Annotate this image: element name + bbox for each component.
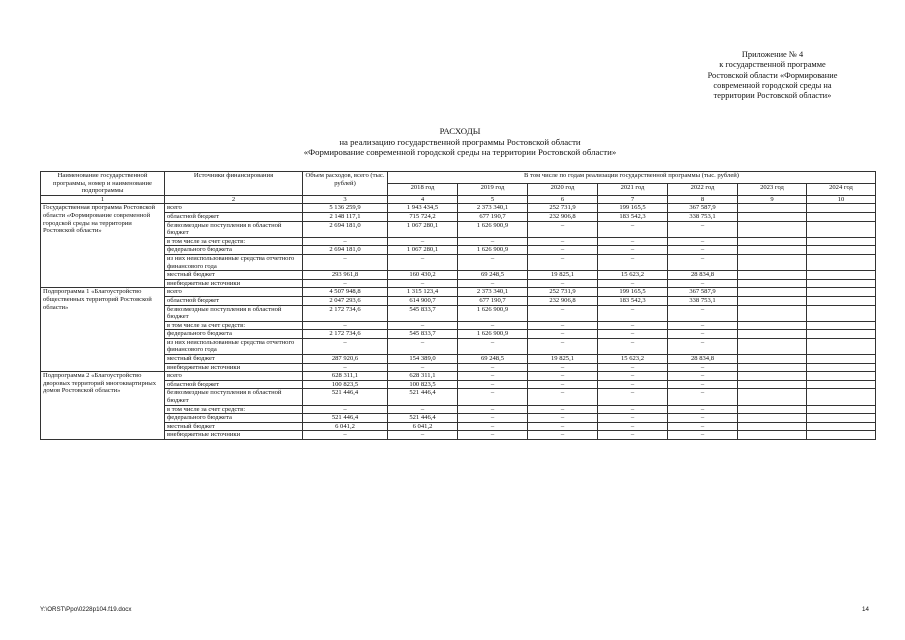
year-cell: 252 731,9 (528, 288, 598, 297)
year-cell (738, 414, 807, 423)
table-row (41, 389, 876, 405)
year-cell (738, 355, 807, 364)
year-cell (807, 271, 876, 280)
appendix-line: Ростовской области «Формирование (707, 70, 838, 80)
year-cell (807, 305, 876, 321)
year-cell: – (598, 380, 668, 389)
table-row (41, 212, 876, 221)
table-row (41, 380, 876, 389)
year-cell (738, 321, 807, 330)
year-cell: – (458, 372, 528, 381)
total-cell: – (303, 338, 388, 354)
table-row (41, 372, 876, 381)
year-cell: 628 311,1 (388, 372, 458, 381)
funding-source: всего (165, 372, 303, 381)
year-cell: – (598, 279, 668, 288)
year-cell: 160 430,2 (388, 271, 458, 280)
year-cell: – (528, 405, 598, 414)
header-year: 2023 год (738, 183, 807, 195)
header-source: Источники финансирования (165, 172, 303, 196)
total-cell: 293 961,8 (303, 271, 388, 280)
year-cell (807, 254, 876, 270)
table-row (41, 338, 876, 354)
year-cell (738, 212, 807, 221)
funding-source: в том числе за счет средств: (165, 237, 303, 246)
year-cell: – (458, 405, 528, 414)
table-row (41, 237, 876, 246)
file-path: Y:\ORST\Ppo\0228p104.f19.docx (40, 606, 132, 613)
year-cell: – (528, 414, 598, 423)
year-cell: 1 067 280,1 (388, 246, 458, 255)
year-cell: – (458, 380, 528, 389)
funding-source: федерального бюджета (165, 246, 303, 255)
total-cell: 521 446,4 (303, 414, 388, 423)
total-cell: 628 311,1 (303, 372, 388, 381)
total-cell: 2 172 734,6 (303, 305, 388, 321)
year-cell: – (458, 237, 528, 246)
funding-source: областной бюджет (165, 212, 303, 221)
table-row (41, 254, 876, 270)
column-number: 10 (807, 195, 876, 204)
year-cell (738, 296, 807, 305)
year-cell: – (528, 246, 598, 255)
year-cell: – (668, 254, 738, 270)
table-row (41, 246, 876, 255)
column-number: 2 (165, 195, 303, 204)
column-number: 6 (528, 195, 598, 204)
year-cell: – (668, 221, 738, 237)
year-cell (738, 246, 807, 255)
funding-source: федерального бюджета (165, 330, 303, 339)
year-cell (738, 204, 807, 213)
year-cell (738, 305, 807, 321)
year-cell: 15 623,2 (598, 271, 668, 280)
year-cell: – (668, 279, 738, 288)
year-cell (807, 330, 876, 339)
total-cell: 2 694 181,0 (303, 221, 388, 237)
appendix-line: современной городской среды на (713, 80, 832, 90)
total-cell: 521 446,4 (303, 389, 388, 405)
year-cell: – (528, 237, 598, 246)
year-cell: 1 315 123,4 (388, 288, 458, 297)
appendix-line: к государственной программе (719, 60, 826, 70)
year-cell: – (528, 422, 598, 431)
funding-source: в том числе за счет средств: (165, 321, 303, 330)
table-row (41, 431, 876, 440)
table-body (41, 204, 876, 440)
year-cell: – (668, 405, 738, 414)
funding-source: внебюджетные источники (165, 279, 303, 288)
total-cell: – (303, 321, 388, 330)
funding-source: местный бюджет (165, 422, 303, 431)
year-cell: 677 190,7 (458, 212, 528, 221)
year-cell: – (388, 237, 458, 246)
year-cell (807, 204, 876, 213)
year-cell: 183 542,3 (598, 212, 668, 221)
funding-source: местный бюджет (165, 355, 303, 364)
year-cell: 199 165,5 (598, 204, 668, 213)
year-cell: 28 834,8 (668, 271, 738, 280)
funding-source: безвозмездные поступления в областной бюджет (165, 221, 303, 237)
year-cell: 69 248,5 (458, 271, 528, 280)
year-cell: – (598, 321, 668, 330)
header-by-year: В том числе по годам реализации государственной программы (тыс. рублей) (388, 172, 876, 184)
year-cell: – (528, 338, 598, 354)
year-cell: – (668, 380, 738, 389)
title-line: РАСХОДЫ (439, 126, 481, 136)
year-cell: 1 626 900,9 (458, 305, 528, 321)
appendix-note (640, 50, 905, 101)
year-cell: – (388, 338, 458, 354)
year-cell: 1 626 900,9 (458, 330, 528, 339)
funding-source: областной бюджет (165, 296, 303, 305)
year-cell (738, 372, 807, 381)
year-cell (807, 221, 876, 237)
year-cell: – (458, 321, 528, 330)
title-line: «Формирование современной городской среды на территории Ростовской области» (303, 147, 617, 157)
year-cell: 100 823,5 (388, 380, 458, 389)
year-cell: – (528, 279, 598, 288)
year-cell: – (598, 237, 668, 246)
year-cell (807, 414, 876, 423)
year-cell: – (598, 389, 668, 405)
year-cell: 1 943 434,5 (388, 204, 458, 213)
table-row (41, 271, 876, 280)
year-cell: 367 587,9 (668, 204, 738, 213)
year-cell: – (458, 279, 528, 288)
year-cell (807, 338, 876, 354)
table-row (41, 221, 876, 237)
year-cell: – (528, 321, 598, 330)
title-line: на реализацию государственной программы Ростовской области (339, 136, 581, 147)
header-year: 2018 год (388, 183, 458, 195)
header-name: Наименование государственной программы, номер и наименование подпрограммы (41, 172, 165, 196)
year-cell: 19 825,1 (528, 271, 598, 280)
year-cell: – (388, 321, 458, 330)
year-cell (738, 431, 807, 440)
year-cell: – (388, 363, 458, 372)
funding-source: федерального бюджета (165, 414, 303, 423)
year-cell (807, 422, 876, 431)
year-cell (738, 422, 807, 431)
funding-source: областной бюджет (165, 380, 303, 389)
column-number: 8 (668, 195, 738, 204)
year-cell: – (458, 389, 528, 405)
year-cell: 69 248,5 (458, 355, 528, 364)
table-row (41, 204, 876, 213)
table-row (41, 279, 876, 288)
year-cell: – (668, 246, 738, 255)
funding-source: в том числе за счет средств: (165, 405, 303, 414)
year-cell: 1 626 900,9 (458, 246, 528, 255)
year-cell: – (668, 431, 738, 440)
year-cell: 232 906,8 (528, 296, 598, 305)
year-cell: – (598, 246, 668, 255)
total-cell: 2 148 117,1 (303, 212, 388, 221)
funding-source: всего (165, 288, 303, 297)
year-cell (738, 221, 807, 237)
table-row (41, 330, 876, 339)
year-cell (807, 431, 876, 440)
total-cell: 5 136 259,9 (303, 204, 388, 213)
year-cell: 1 626 900,9 (458, 221, 528, 237)
year-cell (807, 363, 876, 372)
total-cell: – (303, 254, 388, 270)
table-row (41, 355, 876, 364)
year-cell: 28 834,8 (668, 355, 738, 364)
year-cell (807, 237, 876, 246)
column-number: 4 (388, 195, 458, 204)
column-number: 3 (303, 195, 388, 204)
table-row (41, 422, 876, 431)
funding-source: внебюджетные источники (165, 431, 303, 440)
year-cell: – (598, 330, 668, 339)
header-year: 2019 год (458, 183, 528, 195)
year-cell: 199 165,5 (598, 288, 668, 297)
total-cell: 100 823,5 (303, 380, 388, 389)
year-cell: – (528, 305, 598, 321)
year-cell (738, 288, 807, 297)
year-cell (807, 321, 876, 330)
total-cell: 2 694 181,0 (303, 246, 388, 255)
year-cell: 715 724,2 (388, 212, 458, 221)
year-cell: – (598, 363, 668, 372)
year-cell: – (668, 237, 738, 246)
table-row (41, 405, 876, 414)
header-total: Объем расходов, всего (тыс. рублей) (303, 172, 388, 196)
total-cell: – (303, 431, 388, 440)
year-cell: 6 041,2 (388, 422, 458, 431)
year-cell: – (598, 431, 668, 440)
year-cell: – (598, 422, 668, 431)
table-row (41, 321, 876, 330)
funding-source: внебюджетные источники (165, 363, 303, 372)
year-cell (738, 279, 807, 288)
header-year: 2022 год (668, 183, 738, 195)
year-cell: 338 753,1 (668, 212, 738, 221)
expenses-table (40, 171, 876, 440)
year-cell (738, 254, 807, 270)
table-row (41, 296, 876, 305)
year-cell: 2 373 340,1 (458, 204, 528, 213)
year-cell (738, 271, 807, 280)
table-row (41, 363, 876, 372)
year-cell: 521 446,4 (388, 414, 458, 423)
year-cell (738, 389, 807, 405)
appendix-line: Приложение № 4 (741, 50, 804, 59)
year-cell: – (388, 405, 458, 414)
year-cell: – (528, 389, 598, 405)
year-cell: 19 825,1 (528, 355, 598, 364)
year-cell (807, 288, 876, 297)
page-number: 14 (862, 606, 869, 613)
program-name: Подпрограмма 1 «Благоустройство общественных территорий Ростовской области» (41, 288, 165, 372)
year-cell: – (668, 422, 738, 431)
year-cell: – (598, 305, 668, 321)
year-cell: 367 587,9 (668, 288, 738, 297)
year-cell (807, 405, 876, 414)
year-cell: – (528, 380, 598, 389)
year-cell: – (668, 363, 738, 372)
funding-source: из них неиспользованные средства отчетного финансового года (165, 338, 303, 354)
year-cell (738, 330, 807, 339)
year-cell (738, 363, 807, 372)
year-cell (807, 246, 876, 255)
year-cell (807, 279, 876, 288)
column-number-row (41, 195, 876, 204)
year-cell: 545 833,7 (388, 305, 458, 321)
funding-source: всего (165, 204, 303, 213)
total-cell: 287 920,6 (303, 355, 388, 364)
year-cell: – (668, 389, 738, 405)
year-cell: – (668, 305, 738, 321)
year-cell: – (668, 338, 738, 354)
year-cell: – (458, 338, 528, 354)
total-cell: – (303, 279, 388, 288)
year-cell: – (458, 431, 528, 440)
year-cell: 545 833,7 (388, 330, 458, 339)
year-cell: 252 731,9 (528, 204, 598, 213)
program-name: Государственная программа Ростовской области «Формирование современной городской среды на территории Ростовской области» (41, 204, 165, 288)
total-cell: – (303, 405, 388, 414)
year-cell (738, 405, 807, 414)
column-number: 9 (738, 195, 807, 204)
year-cell: – (388, 431, 458, 440)
table-row (41, 305, 876, 321)
total-cell: 2 047 293,6 (303, 296, 388, 305)
year-cell: – (598, 414, 668, 423)
appendix-line: территории Ростовской области» (713, 91, 832, 101)
year-cell: 2 373 340,1 (458, 288, 528, 297)
program-name: Подпрограмма 2 «Благоустройство дворовых территорий многоквартирных домов Ростовской области» (41, 372, 165, 440)
funding-source: безвозмездные поступления в областной бюджет (165, 305, 303, 321)
year-cell: – (528, 372, 598, 381)
year-cell (807, 296, 876, 305)
table-row (41, 414, 876, 423)
year-cell: – (388, 279, 458, 288)
table-row (41, 288, 876, 297)
year-cell (738, 380, 807, 389)
year-cell: 614 900,7 (388, 296, 458, 305)
year-cell: – (528, 330, 598, 339)
total-cell: – (303, 237, 388, 246)
year-cell: – (458, 363, 528, 372)
year-cell (807, 372, 876, 381)
year-cell: – (668, 414, 738, 423)
column-number: 5 (458, 195, 528, 204)
year-cell: 232 906,8 (528, 212, 598, 221)
funding-source: местный бюджет (165, 271, 303, 280)
column-number: 7 (598, 195, 668, 204)
header-year: 2024 год (807, 183, 876, 195)
total-cell: 4 507 948,8 (303, 288, 388, 297)
header-year: 2020 год (528, 183, 598, 195)
year-cell: 338 753,1 (668, 296, 738, 305)
year-cell: 1 067 280,1 (388, 221, 458, 237)
header-year: 2021 год (598, 183, 668, 195)
year-cell (807, 389, 876, 405)
year-cell: – (528, 221, 598, 237)
year-cell: – (668, 321, 738, 330)
year-cell: – (598, 254, 668, 270)
total-cell: 2 172 734,6 (303, 330, 388, 339)
year-cell (807, 212, 876, 221)
column-number: 1 (41, 195, 165, 204)
year-cell: – (528, 431, 598, 440)
year-cell (807, 380, 876, 389)
year-cell: – (528, 363, 598, 372)
year-cell: – (668, 330, 738, 339)
year-cell: 183 542,3 (598, 296, 668, 305)
funding-source: безвозмездные поступления в областной бюджет (165, 389, 303, 405)
year-cell (738, 237, 807, 246)
year-cell: 154 389,0 (388, 355, 458, 364)
year-cell: – (598, 372, 668, 381)
year-cell (738, 338, 807, 354)
year-cell: – (598, 221, 668, 237)
total-cell: – (303, 363, 388, 372)
year-cell: – (668, 372, 738, 381)
year-cell: – (458, 254, 528, 270)
year-cell: 15 623,2 (598, 355, 668, 364)
year-cell: 677 190,7 (458, 296, 528, 305)
year-cell: – (528, 254, 598, 270)
funding-source: из них неиспользованные средства отчетного финансового года (165, 254, 303, 270)
year-cell: – (598, 338, 668, 354)
total-cell: 6 041,2 (303, 422, 388, 431)
year-cell: – (598, 405, 668, 414)
year-cell: 521 446,4 (388, 389, 458, 405)
year-cell (807, 355, 876, 364)
year-cell: – (458, 422, 528, 431)
document-title (40, 126, 880, 158)
year-cell: – (458, 414, 528, 423)
year-cell: – (388, 254, 458, 270)
